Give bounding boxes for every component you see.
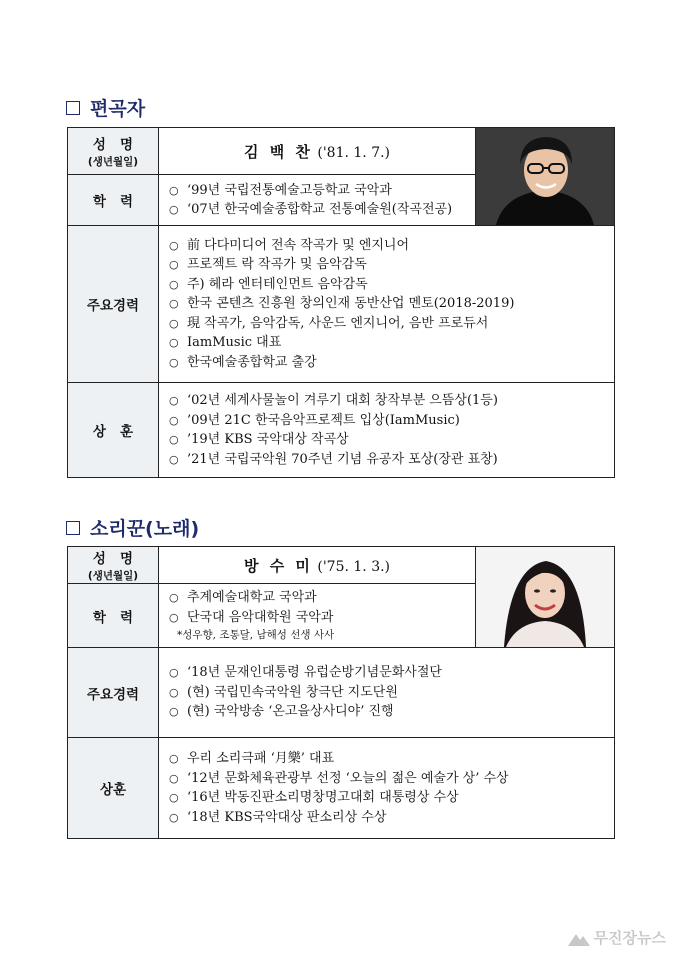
career-item [169, 702, 614, 722]
award-item [169, 808, 614, 828]
career-label: 주요경력 [86, 686, 140, 703]
education-label-cell [68, 584, 159, 648]
person-birth: ('75. 1. 3.) [317, 558, 391, 575]
education-text: ‘99년 국립전통예술고등학교 국악과 [187, 182, 392, 198]
section-title-text: 편곡자 [90, 98, 146, 120]
award-text: ‘02년 세계사물놀이 겨루기 대회 창작부분 으뜸상(1등) [187, 393, 498, 408]
career-item [169, 314, 614, 334]
career-item [169, 663, 614, 683]
bullet-icon: ○ [169, 258, 179, 272]
bullet-icon: ○ [169, 752, 179, 765]
bullet-icon: ○ [169, 413, 179, 427]
career-text: 프로젝트 락 작곡가 및 음악감독 [187, 257, 367, 273]
photo-cell [476, 128, 615, 226]
award-label-cell [68, 383, 159, 478]
bullet-icon: ○ [169, 238, 179, 252]
person-name: 김 백 찬 [243, 142, 313, 161]
career-item [169, 294, 614, 314]
education-item [169, 588, 475, 608]
name-cell [159, 128, 476, 175]
portrait-photo-kim [476, 128, 614, 225]
bullet-icon: ○ [169, 791, 179, 804]
bullet-icon: ○ [169, 336, 179, 350]
checkbox-square-icon [66, 101, 80, 115]
photo-cell [476, 547, 615, 648]
checkbox-square-icon [66, 521, 80, 535]
bullet-icon: ○ [169, 394, 179, 407]
section-title-singer [66, 514, 199, 541]
career-label: 주요경력 [86, 298, 140, 314]
bullet-icon: ○ [169, 610, 179, 624]
bullet-icon: ○ [169, 591, 179, 604]
section-title-text: 소리꾼(노래) [90, 518, 200, 540]
career-text: 주) 헤라 엔터테인먼트 음악감독 [187, 276, 368, 292]
watermark-text: 무진장뉴스 [593, 929, 666, 947]
award-text: ‘18년 KBS국악대상 판소리상 수상 [187, 809, 387, 825]
portrait-image [476, 128, 614, 225]
career-item [169, 236, 614, 256]
section-title-arranger [66, 94, 145, 121]
name-label-cell [68, 128, 159, 175]
name-label: 성 명 [92, 551, 134, 567]
education-label: 학 력 [92, 194, 134, 210]
bullet-icon: ○ [169, 685, 179, 699]
bullet-icon: ○ [169, 355, 179, 369]
education-text: ‘07년 한국예술종합학교 전통예술원(작곡전공) [187, 202, 453, 217]
birth-label: (생년월일) [87, 570, 139, 582]
education-item [169, 200, 475, 220]
bullet-icon: ○ [169, 183, 179, 197]
career-text: (현) 국립민속국악원 창극단 지도단원 [187, 684, 398, 700]
profile-table-arranger [67, 127, 615, 478]
career-text: (현) 국악방송 ‘온고을상사디야’ 진행 [187, 704, 394, 720]
bullet-icon: ○ [169, 452, 179, 466]
career-text: 前 다다미디어 전속 작곡가 및 엔지니어 [187, 237, 410, 253]
career-text: 한국예술종합학교 출강 [187, 354, 317, 370]
education-label: 학 력 [92, 609, 134, 626]
career-text: IamMusic 대표 [187, 335, 282, 351]
career-item [169, 255, 614, 275]
birth-label: (생년월일) [87, 156, 139, 168]
bullet-icon: ○ [169, 771, 179, 785]
career-cell [159, 226, 615, 383]
education-text: 단국대 음악대학원 국악과 [187, 609, 334, 625]
bullet-icon: ○ [169, 433, 179, 446]
career-item [169, 275, 614, 295]
award-text: ’09년 21C 한국음악프로젝트 입상(IamMusic) [187, 412, 460, 428]
award-cell [159, 383, 615, 478]
name-label-cell [68, 547, 159, 584]
mountain-logo-icon [568, 930, 590, 946]
career-text: 한국 콘텐츠 진흥원 창의인재 동반산업 멘토(2018-2019) [187, 296, 515, 312]
award-label: 상훈 [99, 782, 127, 798]
education-item [169, 608, 475, 628]
person-birth: ('81. 1. 7.) [317, 144, 391, 161]
education-text: 추계예술대학교 국악과 [187, 590, 317, 605]
career-item [169, 333, 614, 353]
award-item [169, 788, 614, 808]
name-label: 성 명 [92, 137, 134, 153]
portrait-photo-bang [476, 547, 614, 647]
award-text: ‘12년 문화체육관광부 선정 ‘오늘의 젊은 예술가 상’ 수상 [187, 770, 509, 786]
bullet-icon: ○ [169, 277, 179, 291]
award-cell [159, 738, 615, 839]
bullet-icon: ○ [169, 316, 179, 330]
bullet-icon: ○ [169, 666, 179, 680]
award-item [169, 430, 614, 450]
award-text: ’19년 KBS 국악대상 작곡상 [187, 432, 349, 447]
career-item [169, 683, 614, 703]
award-item [169, 391, 614, 411]
bullet-icon: ○ [169, 705, 179, 719]
education-cell [159, 584, 476, 648]
award-item [169, 769, 614, 789]
career-text: 現 작곡가, 음악감독, 사운드 엔지니어, 음반 프로듀서 [187, 315, 489, 331]
education-cell [159, 175, 476, 226]
education-label-cell [68, 175, 159, 226]
bullet-icon: ○ [169, 297, 179, 311]
profile-table-singer [67, 546, 615, 839]
career-item [169, 353, 614, 373]
person-name: 방 수 미 [243, 556, 313, 575]
award-label-cell [68, 738, 159, 839]
bullet-icon: ○ [169, 810, 179, 824]
name-cell [159, 547, 476, 584]
bullet-icon: ○ [169, 203, 179, 216]
career-text: ‘18년 문재인대통령 유럽순방기념문화사절단 [187, 665, 442, 681]
award-label: 상 훈 [92, 424, 134, 440]
award-item [169, 411, 614, 431]
career-label-cell [68, 226, 159, 383]
career-cell [159, 648, 615, 738]
portrait-image [476, 547, 614, 647]
award-item [169, 450, 614, 470]
career-label-cell [68, 648, 159, 738]
award-item [169, 749, 614, 769]
education-item [169, 181, 475, 201]
watermark [568, 927, 666, 948]
award-text: ’21년 국립국악원 70주년 기념 유공자 포상(장관 표창) [187, 451, 498, 467]
award-text: ‘16년 박동진판소리명창명고대회 대통령상 수상 [187, 790, 459, 805]
award-text: 우리 소리극패 ‘月樂’ 대표 [187, 751, 335, 766]
education-note: *성우향, 조통달, 남해성 선생 사사 [177, 629, 335, 641]
